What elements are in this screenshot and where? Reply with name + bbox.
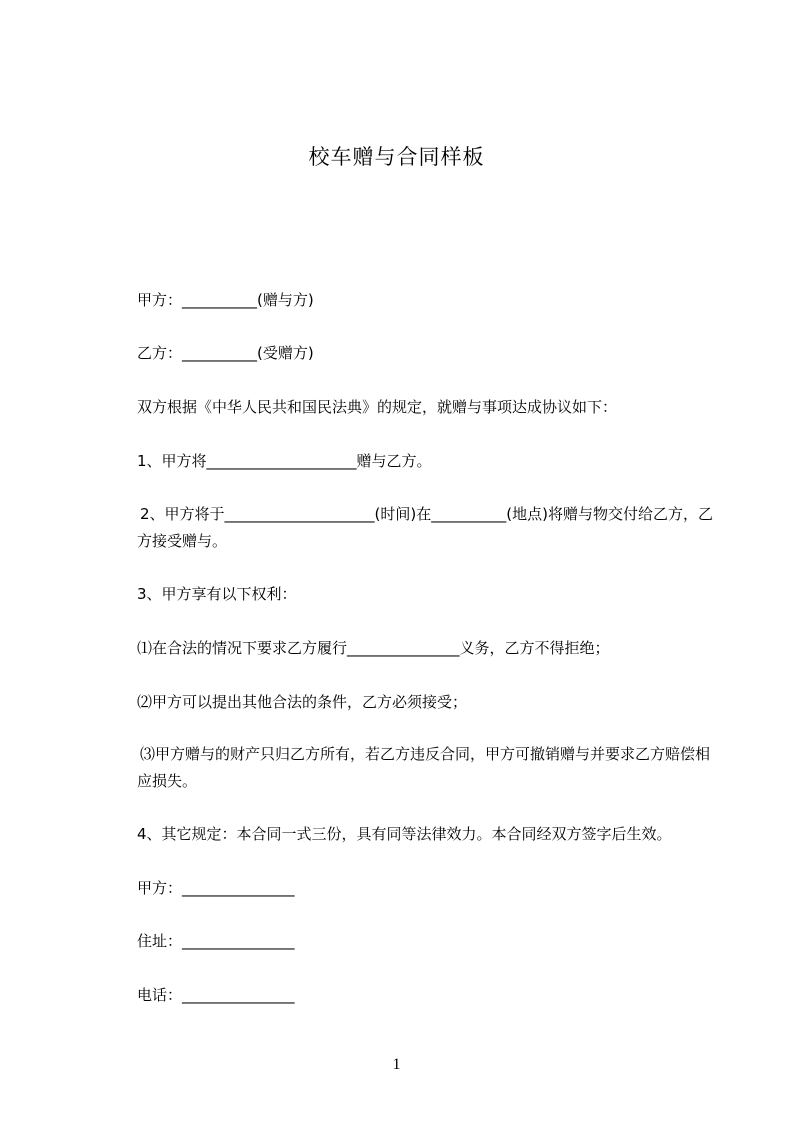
signature-phone: 电话：_______________ [137,986,295,1004]
intro-paragraph: 双方根据《中华人民共和国民法典》的规定，就赠与事项达成协议如下： [137,398,618,416]
clause-3: 3、甲方享有以下权利： [137,585,297,603]
right-3 [137,741,717,795]
right-2: ⑵甲方可以提出其他合法的条件，乙方必须接受； [137,693,468,711]
right-3-text: ⑶甲方赠与的财产只归乙方所有，若乙方违反合同，甲方可撤销赠与并要求乙方赔偿相应损失。 [137,745,711,790]
clause-2 [137,501,717,555]
signature-address: 住址：_______________ [137,932,295,950]
signature-party-a: 甲方：_______________ [137,879,295,897]
right-1: ⑴在合法的情况下要求乙方履行_______________义务，乙方不得拒绝； [137,639,610,657]
page-number: 1 [392,1056,401,1073]
party-b-line: 乙方：__________(受赠方) [137,344,314,362]
clause-2-text: 2、甲方将于____________________(时间)在__________(地点)将赠与物交付给乙方，乙方接受赠与。 [137,505,713,550]
clause-4: 4、其它规定：本合同一式三份，具有同等法律效力。本合同经双方签字后生效。 [137,825,672,843]
clause-1: 1、甲方将____________________赠与乙方。 [137,452,432,470]
party-a-line: 甲方：__________(赠与方) [137,291,314,309]
document-title: 校车赠与合同样板 [308,145,485,169]
